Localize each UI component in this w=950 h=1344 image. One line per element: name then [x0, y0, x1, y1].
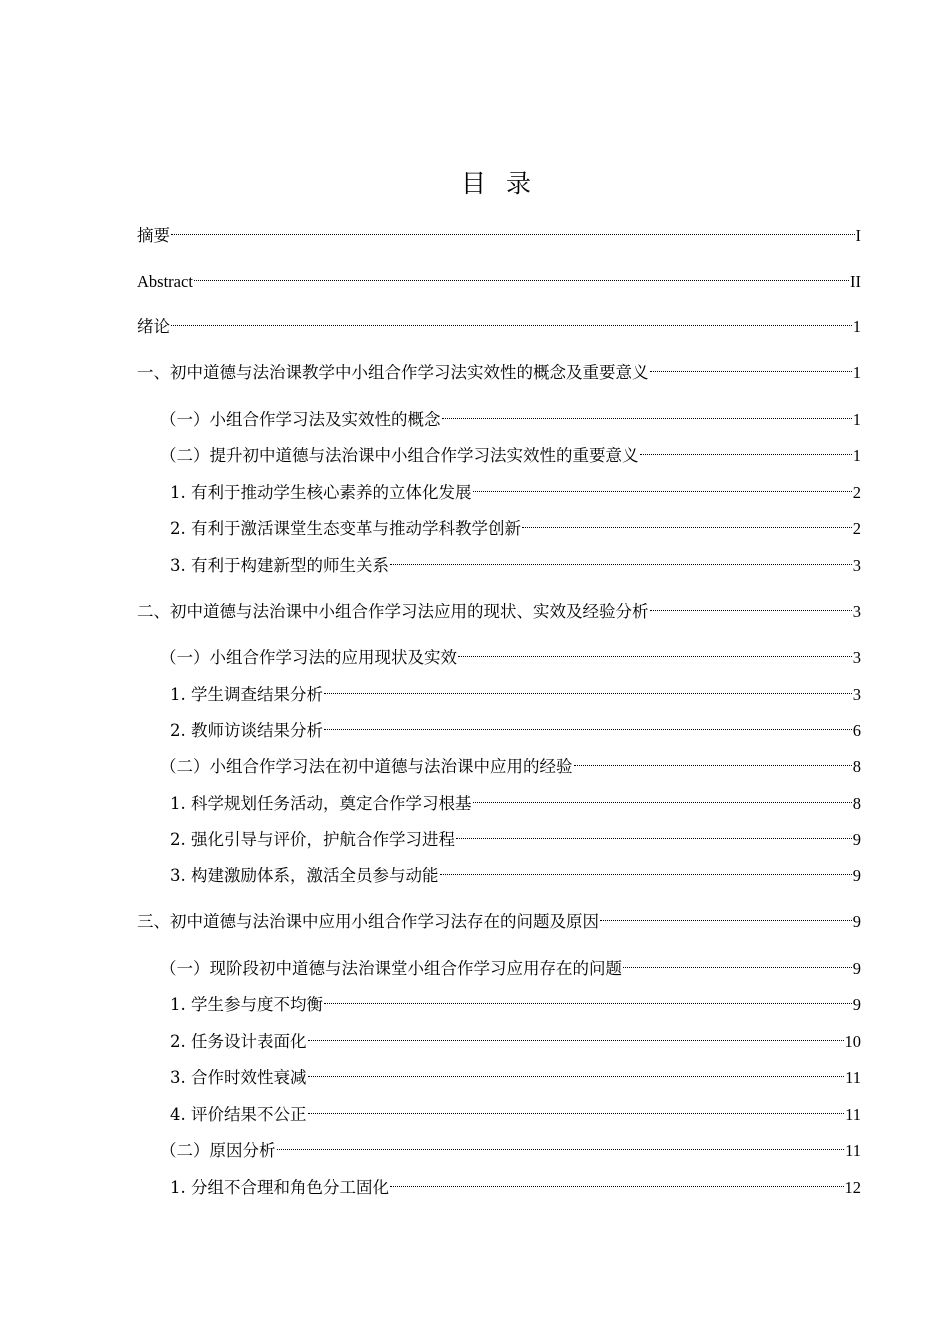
toc-entry-page: 8	[852, 794, 861, 813]
dot-leader	[171, 217, 855, 241]
toc-entry-page: 11	[845, 1141, 861, 1160]
toc-entry-item-1-2-3[interactable]	[170, 547, 861, 575]
dot-leader	[458, 639, 852, 663]
toc-entry-chapter-3[interactable]	[137, 903, 861, 931]
toc-entry-label: 1. 学生参与度不均衡	[170, 995, 323, 1014]
toc-entry-item-3-1-1[interactable]	[170, 986, 861, 1014]
toc-entry-section-2-1[interactable]	[160, 639, 861, 667]
dot-leader	[390, 1169, 844, 1193]
toc-entry-page: 10	[844, 1032, 861, 1051]
toc-entry-label: 2. 强化引导与评价，护航合作学习进程	[170, 830, 455, 849]
toc-entry-item-3-1-2[interactable]	[170, 1023, 861, 1051]
toc-title: 目 录	[461, 169, 537, 198]
toc-entry-page: 8	[852, 757, 861, 776]
toc-entry-label: 摘要	[137, 226, 170, 245]
toc-entry-item-2-2-2[interactable]	[170, 821, 861, 849]
toc-entry-label: 2. 教师访谈结果分析	[170, 721, 323, 740]
toc-entry-label: 2. 有利于激活课堂生态变革与推动学科教学创新	[170, 519, 521, 538]
dot-leader	[324, 712, 852, 736]
dot-leader	[473, 474, 852, 498]
toc-entry-page: I	[855, 226, 861, 245]
dot-leader	[574, 748, 852, 772]
toc-entry-page: 1	[852, 410, 861, 429]
toc-entry-section-3-1[interactable]	[160, 950, 861, 978]
toc-entry-label: （二）原因分析	[160, 1141, 276, 1160]
toc-entry-label: 3. 合作时效性衰减	[170, 1068, 307, 1087]
toc-entry-page: 9	[852, 959, 861, 978]
toc-entry-label: 4. 评价结果不公正	[170, 1105, 307, 1124]
toc-entry-item-2-2-3[interactable]	[170, 857, 861, 885]
toc-entry-label: 绪论	[137, 317, 170, 336]
toc-entry-page: 11	[845, 1105, 861, 1124]
toc-entry-page: 6	[852, 721, 861, 740]
toc-entry-section-1-2[interactable]	[160, 437, 861, 465]
toc-entry-label: 3. 有利于构建新型的师生关系	[170, 556, 389, 575]
toc-entry-label: （一）现阶段初中道德与法治课堂小组合作学习应用存在的问题	[160, 959, 622, 978]
dot-leader	[194, 263, 849, 287]
dot-leader	[440, 857, 852, 881]
toc-entry-item-2-1-1[interactable]	[170, 676, 861, 704]
toc-entry-page: 2	[852, 519, 861, 538]
dot-leader	[171, 308, 852, 332]
toc-entry-label: （一）小组合作学习法及实效性的概念	[160, 410, 441, 429]
toc-entry-item-2-2-1[interactable]	[170, 785, 861, 813]
toc-entry-label: 3. 构建激励体系，激活全员参与动能	[170, 866, 439, 885]
dot-leader	[308, 1059, 845, 1083]
toc-entry-item-2-1-2[interactable]	[170, 712, 861, 740]
toc-entry-abstract-cn[interactable]	[137, 217, 861, 245]
toc-entry-abstract-en[interactable]	[137, 263, 861, 291]
toc-entry-label: 三、初中道德与法治课中应用小组合作学习法存在的问题及原因	[137, 912, 599, 931]
toc-entry-item-3-1-4[interactable]	[170, 1096, 861, 1124]
dot-leader	[650, 354, 852, 378]
toc-entry-page: 2	[852, 483, 861, 502]
dot-leader	[308, 1096, 845, 1120]
toc-entry-label: 1. 科学规划任务活动，奠定合作学习根基	[170, 794, 472, 813]
toc-entry-item-3-1-3[interactable]	[170, 1059, 861, 1087]
toc-entry-label: Abstract	[137, 272, 193, 291]
toc-entry-page: 3	[852, 556, 861, 575]
toc-entry-page: 1	[852, 363, 861, 382]
dot-leader	[473, 785, 852, 809]
toc-entry-page: 11	[845, 1068, 861, 1087]
toc-entry-item-3-2-1[interactable]	[170, 1169, 861, 1197]
dot-leader	[390, 547, 852, 571]
dot-leader	[277, 1132, 845, 1156]
toc-entry-introduction[interactable]	[137, 308, 861, 336]
toc-entry-chapter-1[interactable]	[137, 354, 861, 382]
dot-leader	[308, 1023, 844, 1047]
toc-entry-page: II	[850, 272, 861, 291]
toc-entry-page: 3	[852, 602, 861, 621]
toc-entry-page: 9	[852, 830, 861, 849]
dot-leader	[640, 437, 852, 461]
dot-leader	[623, 950, 852, 974]
toc-entry-label: 一、初中道德与法治课教学中小组合作学习法实效性的概念及重要意义	[137, 363, 649, 382]
toc-entry-page: 3	[852, 685, 861, 704]
dot-leader	[324, 676, 852, 700]
dot-leader	[442, 401, 852, 425]
toc-entry-label: （二）提升初中道德与法治课中小组合作学习法实效性的重要意义	[160, 446, 639, 465]
toc-entry-page: 12	[844, 1178, 861, 1197]
toc-entry-label: （一）小组合作学习法的应用现状及实效	[160, 648, 457, 667]
toc-entry-section-3-2[interactable]	[160, 1132, 861, 1160]
toc-entry-page: 1	[852, 317, 861, 336]
dot-leader	[650, 593, 852, 617]
dot-leader	[324, 986, 852, 1010]
dot-leader	[600, 903, 852, 927]
toc-entry-chapter-2[interactable]	[137, 593, 861, 621]
dot-leader	[522, 510, 852, 534]
toc-entry-section-2-2[interactable]	[160, 748, 861, 776]
toc-entry-item-1-2-2[interactable]	[170, 510, 861, 538]
toc-entry-label: 2. 任务设计表面化	[170, 1032, 307, 1051]
toc-entry-label: 二、初中道德与法治课中小组合作学习法应用的现状、实效及经验分析	[137, 602, 649, 621]
toc-entry-label: （二）小组合作学习法在初中道德与法治课中应用的经验	[160, 757, 573, 776]
toc-entry-page: 9	[852, 912, 861, 931]
toc-entry-page: 1	[852, 446, 861, 465]
dot-leader	[456, 821, 852, 845]
toc-entry-section-1-1[interactable]	[160, 401, 861, 429]
toc-entry-label: 1. 分组不合理和角色分工固化	[170, 1178, 389, 1197]
toc-entry-page: 9	[852, 866, 861, 885]
toc-entry-label: 1. 学生调查结果分析	[170, 685, 323, 704]
toc-entry-item-1-2-1[interactable]	[170, 474, 861, 502]
toc-entry-page: 9	[852, 995, 861, 1014]
toc-entry-page: 3	[852, 648, 861, 667]
toc-entry-label: 1. 有利于推动学生核心素养的立体化发展	[170, 483, 472, 502]
